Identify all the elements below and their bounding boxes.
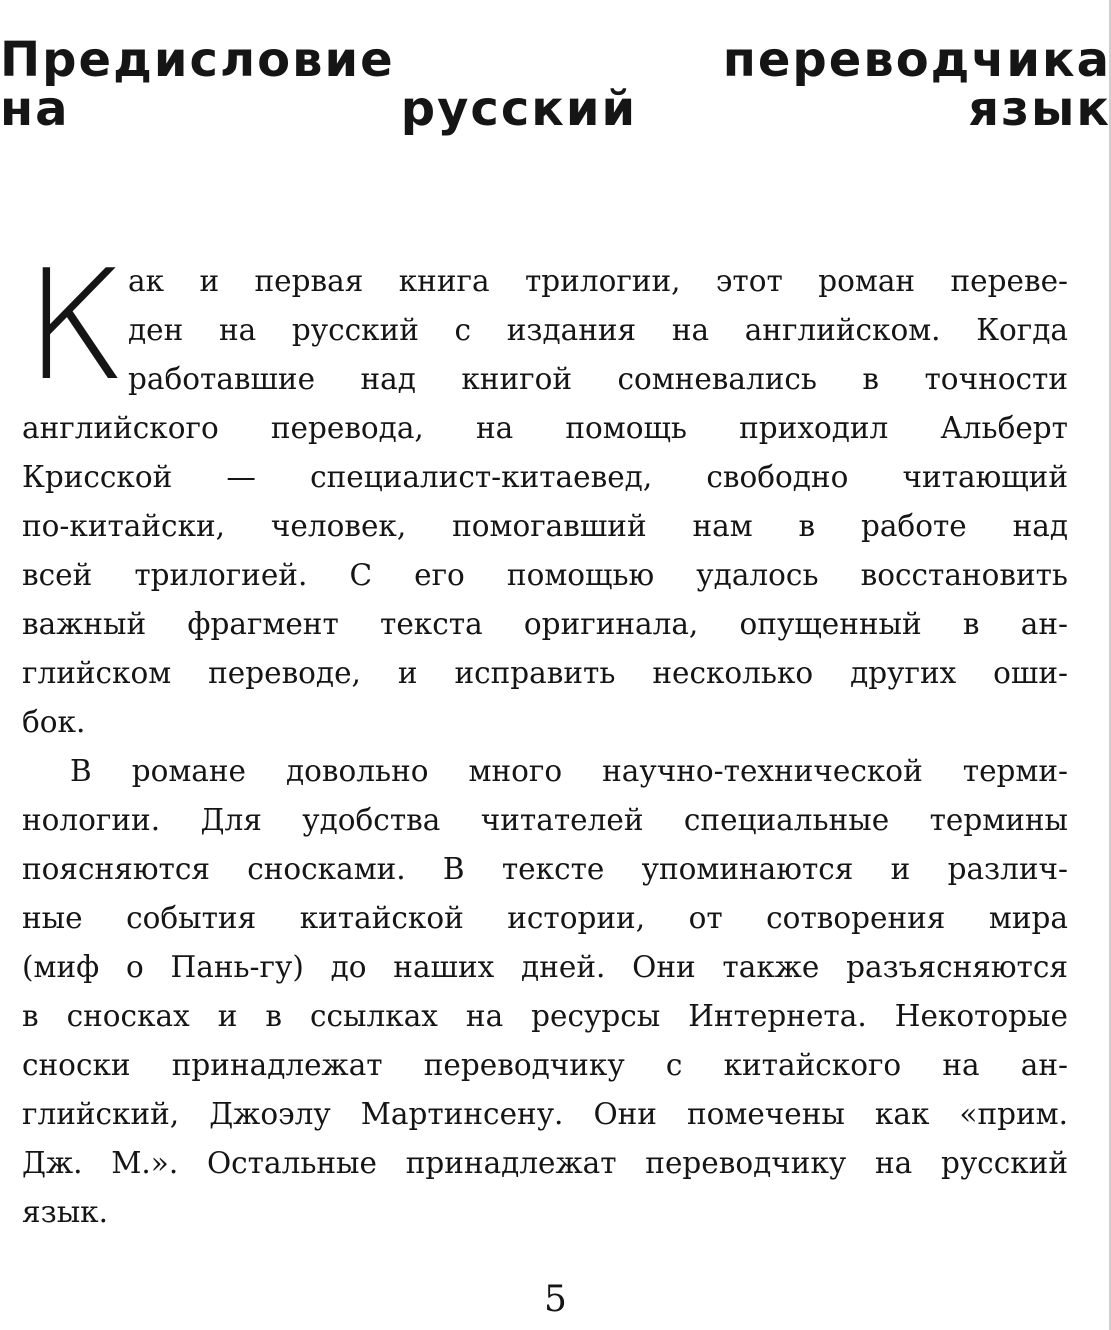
text-line: важный фрагмент текста оригинала, опущенный в ан- (22, 607, 1068, 641)
text-line: Дж. М.». Остальные принадлежат переводчику на русский (22, 1146, 1068, 1180)
text-line: ак и первая книга трилогии, этот роман переве- (128, 264, 1068, 298)
text-line: по-китайски, человек, помогавший нам в работе над (22, 509, 1068, 543)
text-line: бок. (22, 705, 86, 739)
text-line: ные события китайской истории, от сотворения мира (22, 901, 1068, 935)
text-line: ден на русский с издания на английском. Когда (128, 313, 1068, 347)
chapter-title-line-1: Предисловие переводчика (0, 32, 1111, 89)
text-line: работавшие над книгой сомневались в точности (128, 362, 1068, 396)
page-number: 5 (544, 1279, 567, 1320)
chapter-title-line-2: на русский язык (0, 81, 1111, 138)
paragraph-2 (22, 747, 1068, 1237)
drop-cap-letter: К (24, 237, 127, 414)
text-line: поясняются сносками. В тексте упоминаются и различ- (22, 852, 1068, 886)
text-line: в сносках и в ссылках на ресурсы Интернета. Некоторые (22, 999, 1068, 1033)
text-line: В романе довольно много научно-технической терми- (70, 754, 1068, 788)
chapter-title (0, 32, 1111, 138)
text-line: язык. (22, 1195, 108, 1229)
text-line: сноски принадлежат переводчику с китайского на ан- (22, 1048, 1068, 1082)
text-line: глийском переводе, и исправить несколько других оши- (22, 656, 1068, 690)
paragraph-1 (22, 404, 1068, 747)
text-line: глийский, Джоэлу Мартинсену. Они помечены как «прим. (22, 1097, 1068, 1131)
paragraph-1-dropped-lines (128, 257, 1068, 404)
body-text (22, 404, 1068, 1237)
text-line: английского перевода, на помощь приходил Альберт (22, 411, 1068, 445)
text-line: нологии. Для удобства читателей специальные термины (22, 803, 1068, 837)
text-line: Крисской — специалист-китаевед, свободно читающий (22, 460, 1068, 494)
text-line: всей трилогией. С его помощью удалось восстановить (22, 558, 1068, 592)
text-line: (миф о Пань-гу) до наших дней. Они также разъясняются (22, 950, 1068, 984)
